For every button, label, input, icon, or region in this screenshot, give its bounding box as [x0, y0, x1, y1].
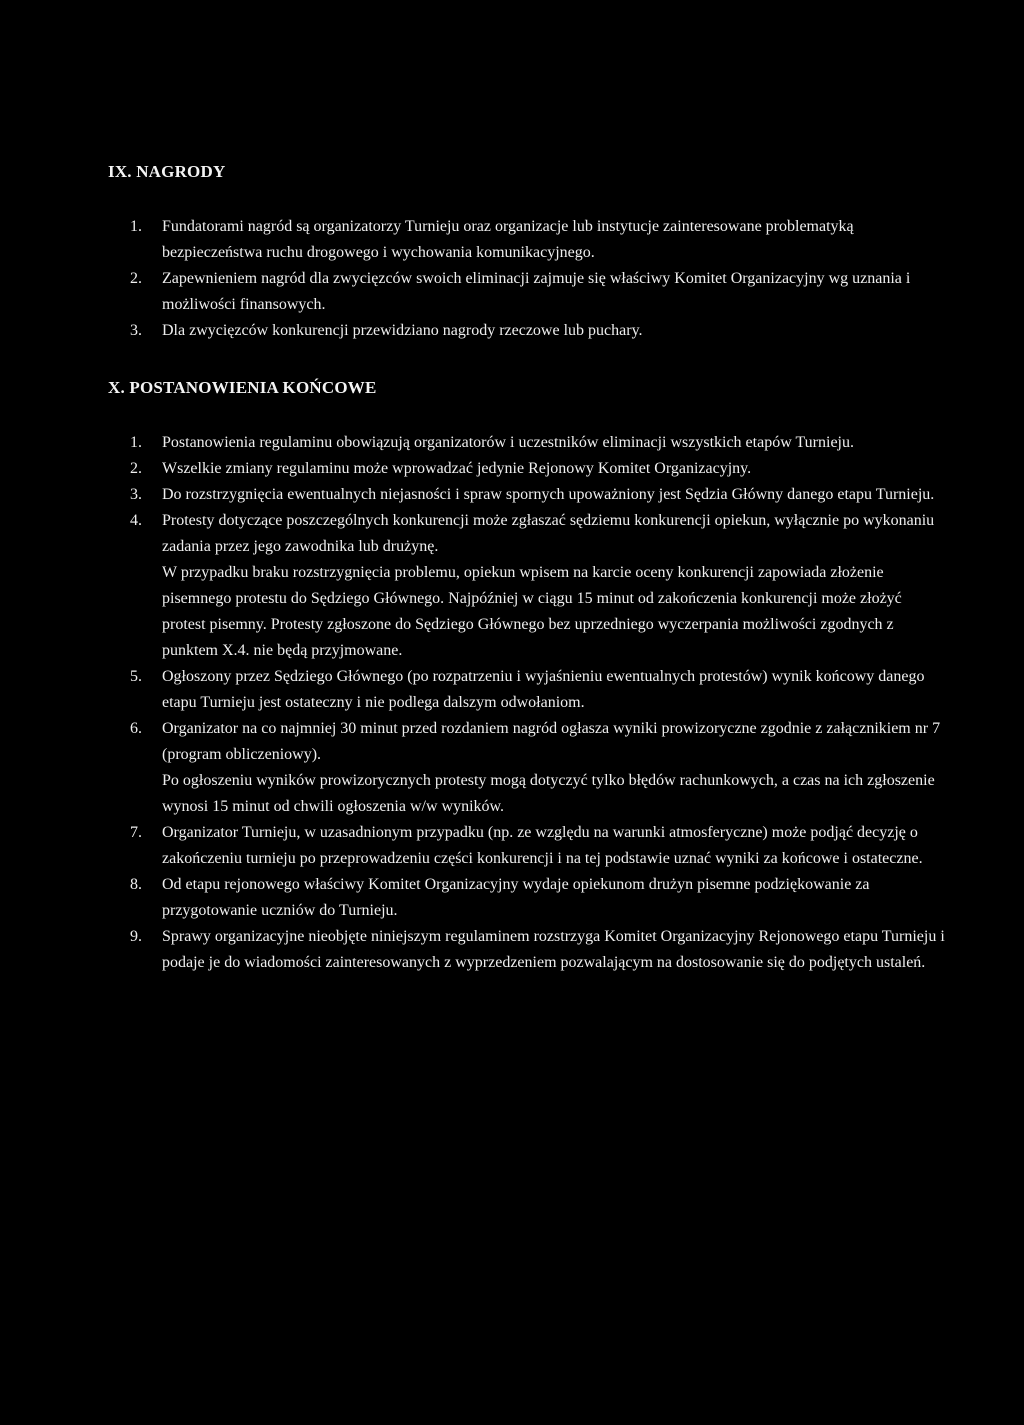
list-item: [118, 716, 948, 820]
item-number: 3.: [130, 486, 142, 503]
list-item: [118, 872, 948, 924]
item-text-continuation: Po ogłoszeniu wyników prowizorycznych protesty mogą dotyczyć tylko błędów rachunkowych, a czas na ich zgłoszenie wynosi 15 minut od chwili ogłoszenia w/w wyników.: [162, 772, 935, 815]
list-item: [118, 214, 948, 266]
item-number: 6.: [130, 720, 142, 737]
item-text-continuation: W przypadku braku rozstrzygnięcia problemu, opiekun wpisem na karcie oceny konkurencji zapowiada złożenie pisemnego protestu do Sędziego Głównego. Najpóźniej w ciągu 15 minut od zakończenia konkurencji może złożyć protest pisemny. Protesty zgłoszone do Sędziego Głównego bez uprzedniego wyczerpania możliwości zgodnych z punktem X.4. nie będą przyjmowane.: [162, 564, 902, 659]
item-number: 3.: [130, 322, 142, 339]
list-item: [118, 482, 948, 508]
item-number: 1.: [130, 434, 142, 451]
item-number: 8.: [130, 876, 142, 893]
item-text: Ogłoszony przez Sędziego Głównego (po rozpatrzeniu i wyjaśnieniu ewentualnych protestów) wynik końcowy danego etapu Turnieju jest ostateczny i nie podlega dalszym odwołaniom.: [162, 668, 925, 711]
list-item: [118, 430, 948, 456]
item-number: 9.: [130, 928, 142, 945]
item-text: Fundatorami nagród są organizatorzy Turnieju oraz organizacje lub instytucje zainteresowane problematyką bezpieczeństwa ruchu drogowego i wychowania komunikacyjnego.: [162, 218, 854, 261]
postanowienia-list: [118, 430, 948, 976]
list-item: [118, 456, 948, 482]
item-text: Do rozstrzygnięcia ewentualnych niejasności i spraw spornych upoważniony jest Sędzia Główny danego etapu Turnieju.: [162, 486, 935, 503]
item-text: Organizator Turnieju, w uzasadnionym przypadku (np. ze względu na warunki atmosferyczne) może podjąć decyzję o zakończeniu turnieju po przeprowadzeniu części konkurencji i na tej podstawie uznać wyniki za końcowe i ostateczne.: [162, 824, 923, 867]
list-item: [118, 266, 948, 318]
nagrody-list: [118, 214, 948, 344]
item-number: 4.: [130, 512, 142, 529]
list-item: [118, 318, 948, 344]
list-item: [118, 924, 948, 976]
list-item: [118, 820, 948, 872]
item-number: 2.: [130, 270, 142, 287]
item-number: 7.: [130, 824, 142, 841]
item-text: Sprawy organizacyjne nieobjęte niniejszym regulaminem rozstrzyga Komitet Organizacyjny Rejonowego etapu Turnieju i podaje je do wiadomości zainteresowanych z wyprzedzeniem pozwalającym na dostosowanie się do podjętych ustaleń.: [162, 928, 945, 971]
item-text: Zapewnieniem nagród dla zwycięzców swoich eliminacji zajmuje się właściwy Komitet Organizacyjny wg uznania i możliwości finansowych.: [162, 270, 911, 313]
item-number: 5.: [130, 668, 142, 685]
item-text: Od etapu rejonowego właściwy Komitet Organizacyjny wydaje opiekunom drużyn pisemne podziękowanie za przygotowanie uczniów do Turnieju.: [162, 876, 870, 919]
item-text: Wszelkie zmiany regulaminu może wprowadzać jedynie Rejonowy Komitet Organizacyjny.: [162, 460, 752, 477]
item-text: Protesty dotyczące poszczególnych konkurencji może zgłaszać sędziemu konkurencji opiekun, wyłącznie po wykonaniu zadania przez jego zawodnika lub drużynę.: [162, 512, 935, 555]
item-text: Dla zwycięzców konkurencji przewidziano nagrody rzeczowe lub puchary.: [162, 322, 643, 339]
item-text: Organizator na co najmniej 30 minut przed rozdaniem nagród ogłasza wyniki prowizoryczne zgodnie z załącznikiem nr 7 (program obliczeniowy).: [162, 720, 941, 763]
list-item: [118, 508, 948, 664]
item-number: 2.: [130, 460, 142, 477]
list-item: [118, 664, 948, 716]
item-number: 1.: [130, 218, 142, 235]
section-heading-postanowienia-koncowe: X. POSTANOWIENIA KOŃCOWE: [108, 378, 377, 397]
section-heading-nagrody: IX. NAGRODY: [108, 162, 226, 181]
item-text: Postanowienia regulaminu obowiązują organizatorów i uczestników eliminacji wszystkich etapów Turnieju.: [162, 434, 854, 451]
